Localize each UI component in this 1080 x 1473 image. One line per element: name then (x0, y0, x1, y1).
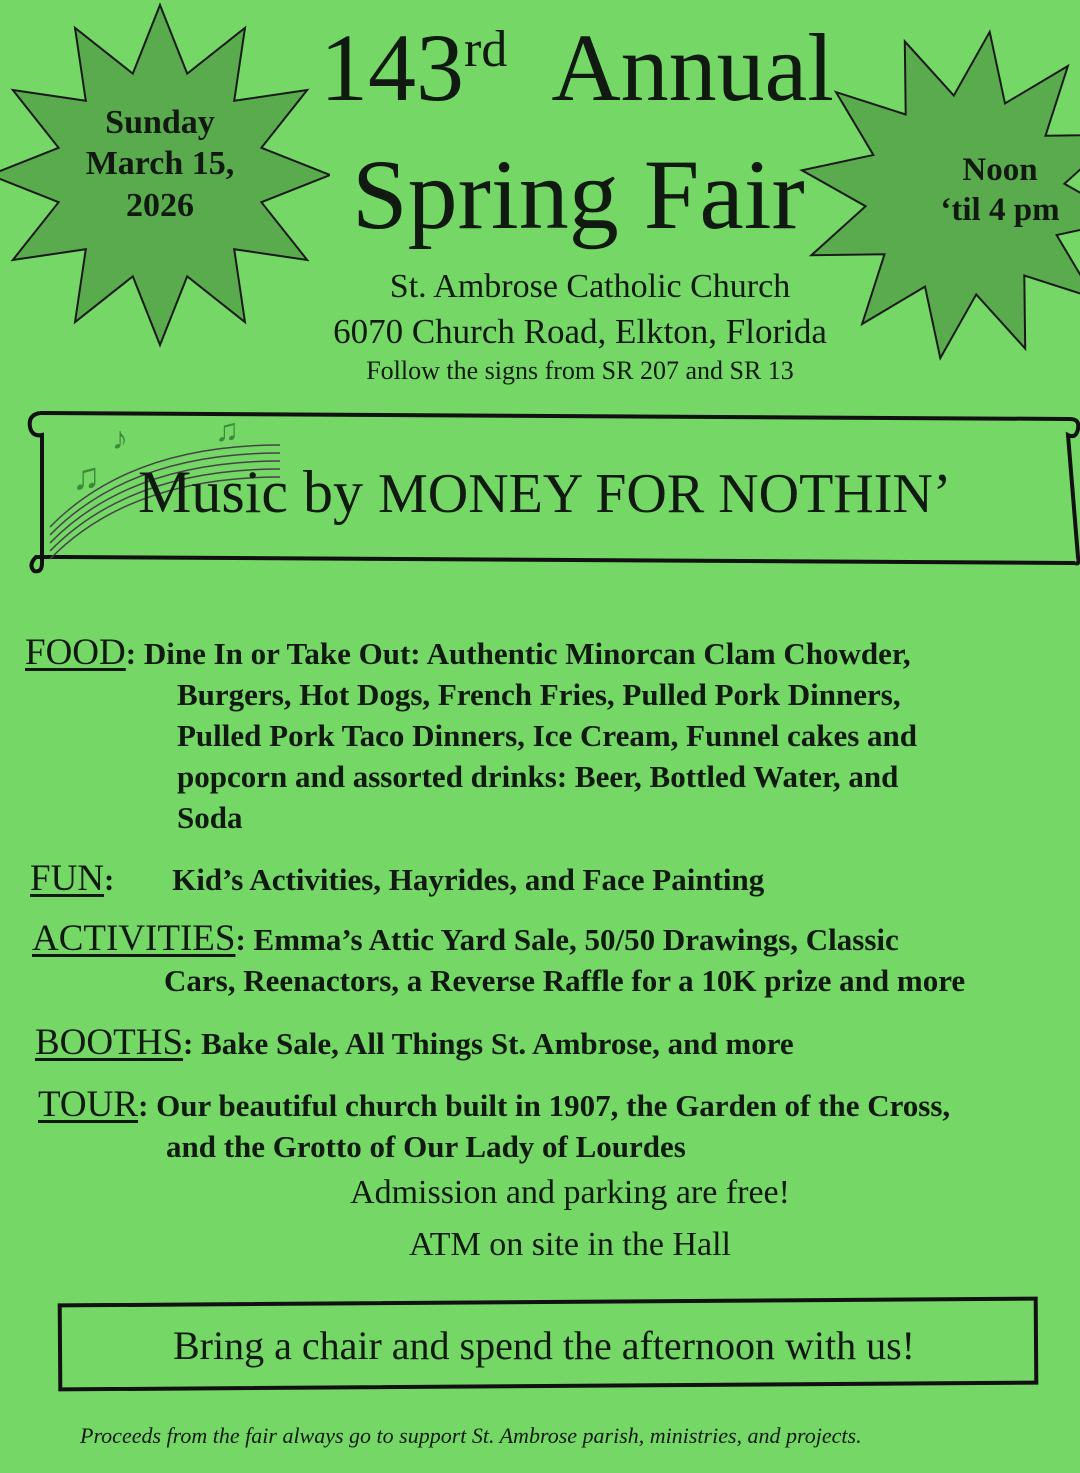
music-banner-text (138, 458, 951, 527)
food-section (25, 632, 1075, 838)
tour-line-1: Our beautiful church built in 1907, the Garden of the Cross, (156, 1088, 951, 1123)
date-year: 2026 (126, 186, 194, 224)
date-burst-text (55, 102, 265, 226)
title-ordinal-suffix: rd (464, 21, 508, 78)
title-line-2: Spring Fair (352, 139, 805, 250)
tour-line-2: and the Grotto of Our Lady of Lourdes (166, 1129, 686, 1164)
food-line-1: Dine In or Take Out: Authentic Minorcan Clam Chowder, (143, 636, 911, 671)
tour-label: TOUR (38, 1084, 139, 1125)
church-name: St. Ambrose Catholic Church (389, 268, 791, 305)
title-annual: Annual (551, 14, 834, 121)
chair-box-text: Bring a chair and spend the afternoon with us! (172, 1323, 915, 1368)
title-number: 143 (320, 14, 464, 121)
footer-note: Proceeds from the fair always go to support St. Ambrose parish, ministries, and projects. (80, 1423, 862, 1448)
tour-colon: : (138, 1088, 149, 1123)
food-line-3: Pulled Pork Taco Dinners, Ice Cream, Funnel cakes and (177, 718, 918, 753)
church-address: 6070 Church Road, Elkton, Florida (333, 312, 827, 351)
atm-text: ATM on site in the Hall (408, 1226, 732, 1263)
fun-label: FUN (30, 858, 105, 899)
date-month-day: March 15, (85, 145, 235, 183)
activities-colon: : (235, 922, 246, 957)
activities-section (32, 918, 1080, 1001)
time-end: ‘til 4 pm (940, 192, 1060, 229)
food-line-2: Burgers, Hot Dogs, French Fries, Pulled Pork Dinners, (177, 677, 901, 712)
admission-text: Admission and parking are free! (350, 1174, 790, 1211)
music-note-icon-3: ♫ (215, 412, 239, 448)
music-note-icon-2: ♪ (112, 420, 128, 456)
food-line-4: popcorn and assorted drinks: Beer, Bottled Water, and (177, 759, 899, 794)
music-note-icon: ♫ (72, 456, 101, 498)
band-name: MONEY FOR NOTHIN’ (378, 463, 952, 525)
booths-section (35, 1022, 1075, 1064)
booths-label: BOOTHS (35, 1022, 184, 1063)
date-day: Sunday (105, 104, 215, 141)
fun-colon: : (104, 862, 115, 897)
food-line-5: Soda (177, 800, 243, 835)
booths-colon: : (183, 1026, 194, 1061)
food-label: FOOD (25, 632, 126, 673)
music-prefix: Music by (138, 459, 363, 525)
booths-line-1: Bake Sale, All Things St. Ambrose, and more (201, 1026, 794, 1061)
activities-line-2: Cars, Reenactors, a Reverse Raffle for a 10K prize and more (164, 963, 966, 998)
activities-line-1: Emma’s Attic Yard Sale, 50/50 Drawings, Classic (253, 922, 899, 957)
activities-label: ACTIVITIES (32, 918, 236, 959)
time-burst-text (900, 150, 1080, 231)
tour-section (38, 1084, 1078, 1167)
church-directions: Follow the signs from SR 207 and SR 13 (366, 356, 794, 385)
title-line-1 (320, 14, 834, 121)
time-start: Noon (962, 152, 1038, 188)
food-colon: : (125, 636, 137, 671)
fun-line-1: Kid’s Activities, Hayrides, and Face Painting (172, 862, 765, 897)
fun-section (30, 858, 1070, 900)
